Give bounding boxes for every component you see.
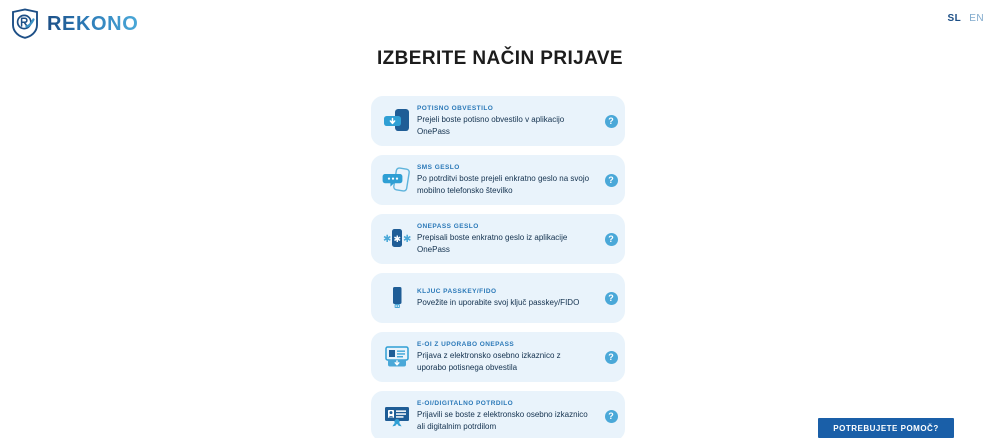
page-title: IZBERITE NAČIN PRIJAVE: [377, 48, 623, 69]
method-title: SMS GESLO: [417, 164, 460, 172]
push-notification-icon: [371, 96, 417, 146]
help-icon-slot: [597, 233, 625, 246]
method-title: E-OI Z UPORABO ONEPASS: [417, 341, 515, 349]
shield-r-logo-icon: [10, 8, 40, 39]
sms-message-icon: [371, 155, 417, 205]
logo-wordmark: REKONO: [47, 12, 139, 35]
method-text: [417, 341, 597, 372]
method-card-onepass-password[interactable]: [371, 214, 625, 264]
method-text: [417, 400, 597, 431]
svg-text:✱: ✱: [383, 234, 392, 245]
svg-text:✱: ✱: [403, 234, 412, 245]
method-text: [417, 223, 597, 254]
page-header: [0, 0, 1000, 46]
need-help-button[interactable]: POTREBUJETE POMOČ?: [818, 418, 954, 438]
help-icon-slot: [597, 410, 625, 423]
help-icon[interactable]: ?: [605, 410, 618, 423]
method-card-eoi-onepass[interactable]: [371, 332, 625, 382]
method-card-sms-password[interactable]: [371, 155, 625, 205]
help-icon-slot: [597, 115, 625, 128]
onepass-password-icon: [371, 214, 417, 264]
method-title: KLJUČ PASSKEY/FIDO: [417, 287, 497, 295]
method-description: Prejeli boste potisno obvestilo v aplikacijo OnePass: [417, 115, 565, 136]
help-icon-slot: [597, 351, 625, 364]
method-text: [417, 164, 597, 195]
help-icon[interactable]: ?: [605, 233, 618, 246]
method-text: [417, 288, 597, 308]
method-text: [417, 105, 597, 136]
help-icon-slot: [597, 174, 625, 187]
method-card-push-notification[interactable]: [371, 96, 625, 146]
method-description: Prepisali boste enkratno geslo iz aplikacije OnePass: [417, 233, 568, 254]
svg-text:✱: ✱: [393, 234, 402, 244]
language-option-en[interactable]: EN: [969, 13, 984, 24]
method-title: POTISNO OBVESTILO: [417, 105, 494, 113]
login-method-list: [371, 96, 625, 438]
method-description: Po potrditvi boste prejeli enkratno geslo na svojo mobilno telefonsko številko: [417, 174, 590, 195]
id-card-download-icon: [371, 332, 417, 382]
security-key-icon: [371, 273, 417, 323]
language-switcher[interactable]: [943, 13, 984, 24]
method-description: Prijavili se boste z elektronsko osebno izkaznico ali digitalnim potrdilom: [417, 410, 588, 431]
certificate-card-icon: [371, 391, 417, 438]
method-card-passkey-fido[interactable]: [371, 273, 625, 323]
rekono-logo[interactable]: [10, 8, 138, 39]
help-icon[interactable]: ?: [605, 292, 618, 305]
method-card-eoi-digital-certificate[interactable]: [371, 391, 625, 438]
help-icon[interactable]: ?: [605, 174, 618, 187]
help-icon[interactable]: ?: [605, 351, 618, 364]
method-description: Prijava z elektronsko osebno izkaznico z uporabo potisnega obvestila: [417, 351, 561, 372]
help-icon-slot: [597, 292, 625, 305]
method-title: ONEPASS GESLO: [417, 223, 479, 231]
help-icon[interactable]: ?: [605, 115, 618, 128]
language-option-sl[interactable]: SL: [947, 13, 962, 24]
method-title: E-OI/DIGITALNO POTRDILO: [417, 400, 514, 408]
method-description: Povežite in uporabite svoj ključ passkey/FIDO: [417, 297, 580, 307]
